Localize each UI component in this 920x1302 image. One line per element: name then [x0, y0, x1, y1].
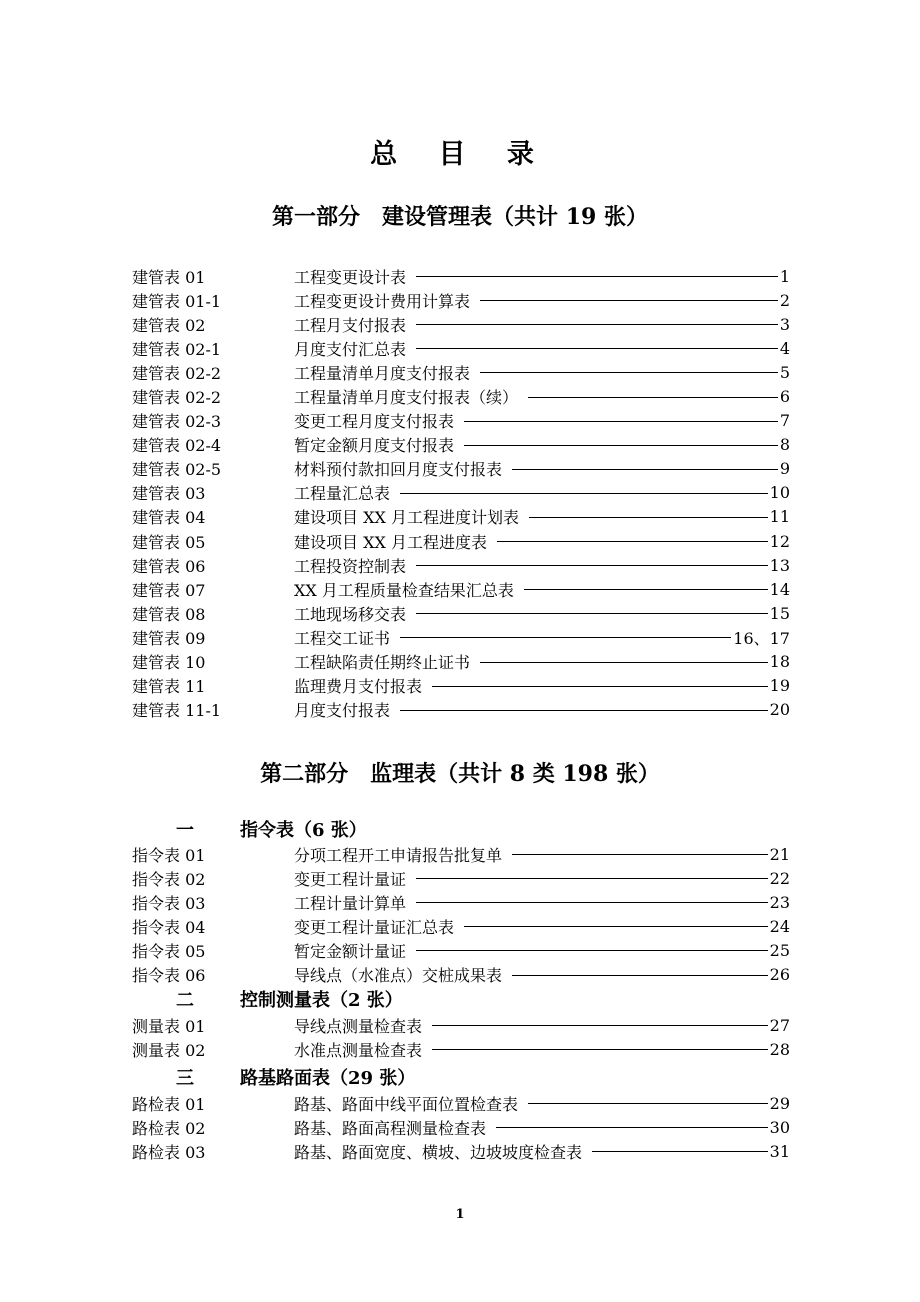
toc-entry — [132, 866, 790, 890]
part1-toc-list — [132, 264, 790, 722]
section-2-number: 二 — [176, 990, 194, 1011]
toc-entry-code: 路检表 03 — [132, 1142, 206, 1162]
toc-entry-page: 19 — [769, 676, 790, 696]
toc-entry-title: 工地现场移交表 — [294, 604, 407, 624]
toc-entry-code: 指令表 02 — [132, 869, 206, 889]
toc-entry-title: 工程计量计算单 — [294, 893, 407, 913]
toc-entry-page: 9 — [779, 459, 790, 479]
toc-leader-line — [432, 686, 768, 687]
toc-entry-page: 16、17 — [733, 628, 790, 648]
toc-entry-code: 建管表 02 — [132, 315, 206, 335]
toc-entry — [132, 409, 790, 433]
section-1-toc-list — [132, 842, 790, 987]
section-3-title: 路基路面表（29 张） — [240, 1068, 416, 1089]
toc-entry-title: 工程变更设计表 — [294, 267, 407, 287]
toc-entry-code: 建管表 02-3 — [132, 412, 222, 432]
toc-entry-code: 测量表 02 — [132, 1040, 206, 1060]
toc-entry-title: XX 月工程质量检查结果汇总表 — [294, 580, 514, 600]
toc-entry-page: 11 — [769, 507, 790, 527]
toc-leader-line — [480, 662, 768, 663]
toc-entry-title: 水准点测量检查表 — [294, 1040, 423, 1060]
toc-leader-line — [400, 493, 768, 494]
toc-entry-code: 指令表 04 — [132, 917, 206, 937]
section-2-toc-list — [132, 1013, 790, 1061]
toc-entry — [132, 674, 790, 698]
toc-entry-page: 24 — [769, 916, 790, 936]
toc-entry-code: 建管表 02-5 — [132, 460, 222, 480]
toc-entry-title: 工程量汇总表 — [294, 484, 391, 504]
toc-leader-line — [496, 1127, 768, 1128]
toc-entry-code: 建管表 07 — [132, 580, 206, 600]
section-1-heading — [176, 816, 367, 842]
toc-entry — [132, 1091, 790, 1115]
section-3-number: 三 — [176, 1068, 194, 1089]
toc-entry — [132, 384, 790, 408]
toc-entry-title: 材料预付款扣回月度支付报表 — [294, 460, 503, 480]
toc-entry — [132, 625, 790, 649]
toc-entry — [132, 505, 790, 529]
toc-entry — [132, 529, 790, 553]
section-3-heading — [176, 1064, 415, 1090]
toc-entry-page: 15 — [769, 603, 790, 623]
toc-entry-page: 14 — [769, 579, 790, 599]
toc-leader-line — [512, 975, 768, 976]
toc-leader-line — [416, 902, 768, 903]
toc-entry-code: 建管表 06 — [132, 556, 206, 576]
toc-entry-page: 8 — [779, 435, 790, 455]
toc-entry-code: 指令表 01 — [132, 845, 206, 865]
toc-entry-code: 建管表 08 — [132, 604, 206, 624]
toc-entry-code: 路检表 02 — [132, 1118, 206, 1138]
toc-entry-page: 18 — [769, 652, 790, 672]
toc-leader-line — [480, 300, 778, 301]
toc-entry — [132, 890, 790, 914]
toc-entry-title: 月度支付报表 — [294, 701, 391, 721]
section-1-title: 指令表（6 张） — [240, 820, 367, 841]
toc-entry-title: 工程量清单月度支付报表（续） — [294, 388, 519, 408]
page-number: 1 — [455, 1207, 465, 1222]
toc-entry-page: 1 — [779, 266, 790, 286]
toc-entry-title: 导线点（水准点）交桩成果表 — [294, 966, 503, 986]
toc-entry-title: 分项工程开工申请报告批复单 — [294, 845, 503, 865]
toc-entry-page: 12 — [769, 531, 790, 551]
toc-entry-page: 21 — [769, 844, 790, 864]
toc-entry-page: 5 — [779, 362, 790, 382]
toc-entry-code: 建管表 04 — [132, 508, 206, 528]
toc-entry-title: 工程变更设计费用计算表 — [294, 291, 471, 311]
toc-entry-code: 建管表 11 — [132, 677, 206, 697]
toc-entry-code: 指令表 03 — [132, 893, 206, 913]
toc-entry-title: 路基、路面宽度、横坡、边坡坡度检查表 — [294, 1142, 583, 1162]
toc-leader-line — [416, 276, 778, 277]
toc-entry — [132, 650, 790, 674]
section-2-title: 控制测量表（2 张） — [240, 990, 403, 1011]
toc-entry — [132, 914, 790, 938]
toc-entry-code: 建管表 05 — [132, 532, 206, 552]
toc-entry-page: 20 — [769, 700, 790, 720]
toc-leader-line — [432, 1049, 768, 1050]
toc-entry-title: 变更工程计量证汇总表 — [294, 917, 455, 937]
toc-entry — [132, 1115, 790, 1139]
toc-entry-code: 建管表 02-2 — [132, 388, 222, 408]
toc-entry-page: 28 — [769, 1039, 790, 1059]
toc-entry-title: 工程量清单月度支付报表 — [294, 363, 471, 383]
section-2-heading — [176, 986, 403, 1012]
toc-entry-page: 7 — [779, 411, 790, 431]
toc-leader-line — [400, 637, 731, 638]
toc-entry-title: 暂定金额计量证 — [294, 941, 407, 961]
toc-entry-page: 10 — [769, 483, 790, 503]
toc-entry-title: 工程月支付报表 — [294, 315, 407, 335]
toc-entry-code: 建管表 01-1 — [132, 291, 222, 311]
toc-entry-page: 4 — [779, 338, 790, 358]
toc-entry-page: 2 — [779, 290, 790, 310]
toc-entry — [132, 336, 790, 360]
toc-entry-code: 建管表 02-2 — [132, 363, 222, 383]
section-1-number: 一 — [176, 820, 194, 841]
toc-entry — [132, 288, 790, 312]
toc-entry-title: 工程交工证书 — [294, 628, 391, 648]
toc-entry-page: 3 — [779, 314, 790, 334]
toc-entry — [132, 1037, 790, 1061]
toc-leader-line — [416, 565, 768, 566]
toc-entry — [132, 481, 790, 505]
toc-leader-line — [512, 854, 768, 855]
toc-leader-line — [480, 372, 778, 373]
toc-leader-line — [524, 589, 768, 590]
toc-entry-title: 路基、路面中线平面位置检查表 — [294, 1094, 519, 1114]
toc-leader-line — [592, 1151, 768, 1152]
toc-entry-code: 测量表 01 — [132, 1016, 206, 1036]
toc-entry-code: 建管表 01 — [132, 267, 206, 287]
toc-entry-title: 变更工程计量证 — [294, 869, 407, 889]
section-3-toc-list — [132, 1091, 790, 1163]
toc-entry-code: 建管表 11-1 — [132, 701, 222, 721]
toc-leader-line — [529, 517, 768, 518]
toc-entry-code: 路检表 01 — [132, 1094, 206, 1114]
toc-leader-line — [400, 710, 768, 711]
part2-title: 第二部分 监理表（共计 8 类 198 张） — [260, 761, 660, 787]
toc-entry-page: 13 — [769, 555, 790, 575]
toc-leader-line — [416, 878, 768, 879]
toc-entry-page: 25 — [769, 940, 790, 960]
toc-entry — [132, 601, 790, 625]
toc-entry-title: 暂定金额月度支付报表 — [294, 436, 455, 456]
toc-entry-title: 月度支付汇总表 — [294, 339, 407, 359]
toc-entry-title: 监理费月支付报表 — [294, 677, 423, 697]
toc-entry — [132, 698, 790, 722]
toc-entry-page: 6 — [779, 387, 790, 407]
toc-entry-title: 建设项目 XX 月工程进度表 — [294, 532, 487, 552]
toc-entry-page: 26 — [769, 965, 790, 985]
toc-entry-code: 建管表 09 — [132, 628, 206, 648]
toc-entry-code: 建管表 02-4 — [132, 436, 222, 456]
toc-entry — [132, 312, 790, 336]
toc-entry-code: 建管表 10 — [132, 653, 206, 673]
toc-entry — [132, 842, 790, 866]
toc-entry-title: 变更工程月度支付报表 — [294, 412, 455, 432]
toc-entry-code: 建管表 03 — [132, 484, 206, 504]
toc-leader-line — [512, 469, 778, 470]
toc-entry-code: 指令表 05 — [132, 941, 206, 961]
toc-entry-title: 工程缺陷责任期终止证书 — [294, 653, 471, 673]
toc-entry-title: 工程投资控制表 — [294, 556, 407, 576]
toc-entry-page: 31 — [769, 1141, 790, 1161]
toc-leader-line — [416, 613, 768, 614]
toc-entry-page: 29 — [769, 1093, 790, 1113]
toc-entry — [132, 1139, 790, 1163]
toc-entry — [132, 938, 790, 962]
toc-entry-code: 建管表 02-1 — [132, 339, 222, 359]
toc-entry-page: 30 — [769, 1117, 790, 1137]
toc-entry-page: 27 — [769, 1015, 790, 1035]
toc-entry — [132, 553, 790, 577]
toc-leader-line — [464, 926, 768, 927]
toc-leader-line — [416, 324, 778, 325]
toc-leader-line — [464, 445, 778, 446]
toc-entry-title: 导线点测量检查表 — [294, 1016, 423, 1036]
toc-entry-code: 指令表 06 — [132, 966, 206, 986]
toc-entry-title: 路基、路面高程测量检查表 — [294, 1118, 487, 1138]
toc-leader-line — [464, 421, 778, 422]
toc-leader-line — [528, 397, 778, 398]
toc-entry — [132, 962, 790, 986]
toc-entry-title: 建设项目 XX 月工程进度计划表 — [294, 508, 519, 528]
toc-leader-line — [497, 541, 768, 542]
toc-leader-line — [416, 950, 768, 951]
document-title: 总 目 录 — [370, 139, 550, 170]
toc-entry — [132, 433, 790, 457]
toc-entry-page: 22 — [769, 868, 790, 888]
toc-entry — [132, 457, 790, 481]
toc-leader-line — [528, 1103, 768, 1104]
toc-entry-page: 23 — [769, 892, 790, 912]
toc-leader-line — [416, 348, 778, 349]
toc-entry — [132, 360, 790, 384]
toc-entry — [132, 577, 790, 601]
toc-entry — [132, 1013, 790, 1037]
toc-leader-line — [432, 1025, 768, 1026]
toc-entry — [132, 264, 790, 288]
part1-title: 第一部分 建设管理表（共计 19 张） — [272, 204, 648, 230]
